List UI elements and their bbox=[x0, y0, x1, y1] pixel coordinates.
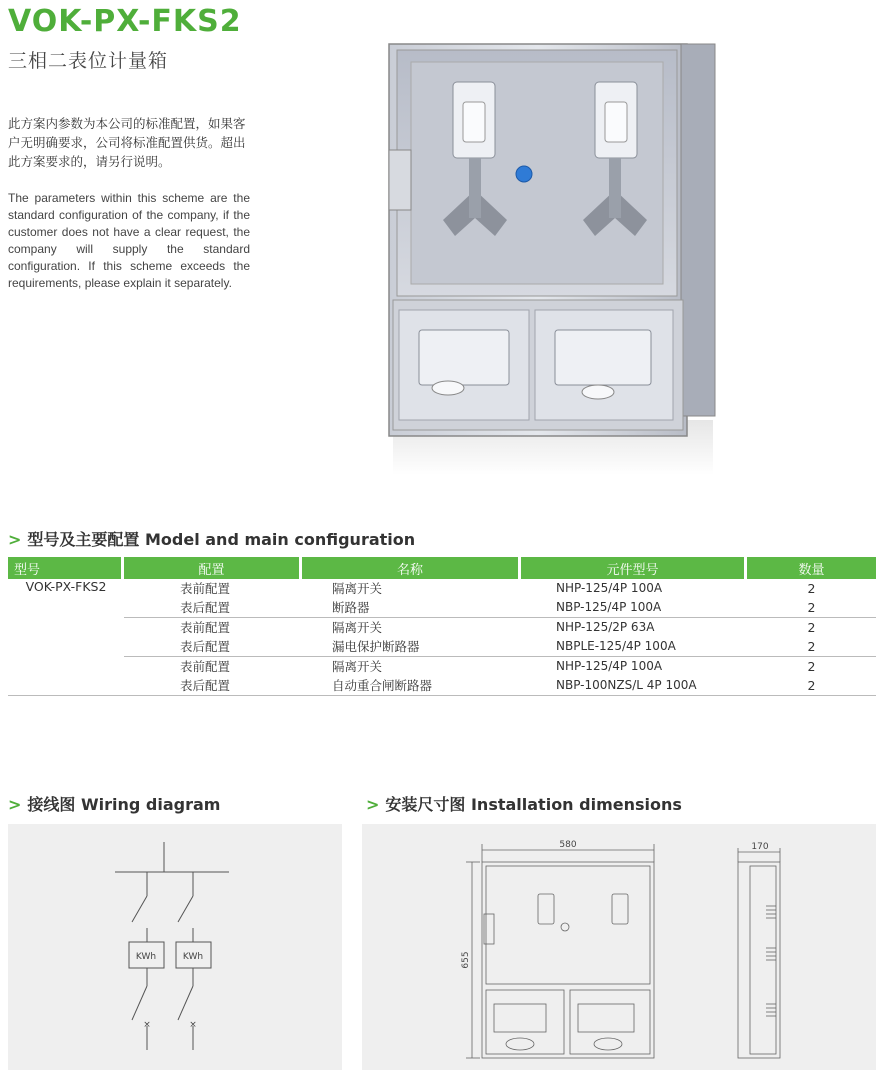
config-heading-arrow-icon: > bbox=[8, 530, 22, 549]
dimensions-heading-arrow-icon: > bbox=[366, 795, 380, 814]
wiring-diagram-panel bbox=[8, 824, 342, 1070]
col-header-part: 元件型号 bbox=[521, 557, 747, 579]
wiring-heading-arrow-icon: > bbox=[8, 795, 22, 814]
config-table bbox=[8, 557, 876, 696]
qty-value: 2 bbox=[807, 620, 816, 635]
description-chinese: 此方案内参数为本公司的标准配置，如果客户无明确要求，公司将标准配置供货。超出此方案要求的，请另行说明。 bbox=[8, 116, 246, 169]
wiring-diagram bbox=[8, 824, 342, 1070]
qty-value: 2 bbox=[807, 581, 816, 596]
config-value: 表前配置 bbox=[180, 659, 231, 674]
wiring-section-heading bbox=[8, 792, 220, 815]
name-value: 隔离开关 bbox=[332, 659, 383, 674]
meter-label: KWh bbox=[182, 952, 204, 962]
qty-value: 2 bbox=[807, 600, 816, 615]
name-value: 漏电保护断路器 bbox=[332, 639, 420, 654]
dimensions-section-heading bbox=[366, 792, 682, 815]
config-section-heading bbox=[8, 527, 415, 550]
table-row bbox=[8, 657, 876, 696]
product-subtitle: 三相二表位计量箱 bbox=[8, 50, 169, 72]
product-photo bbox=[383, 40, 723, 480]
name-value: 隔离开关 bbox=[332, 581, 383, 596]
config-heading-text: 型号及主要配置 Model and main configuration bbox=[27, 530, 416, 549]
col-header-model: 型号 bbox=[8, 557, 124, 579]
table-row bbox=[8, 618, 876, 657]
table-row bbox=[8, 579, 876, 618]
wiring-heading-text: 接线图 Wiring diagram bbox=[27, 795, 221, 814]
height-dimension-label: 655 bbox=[461, 951, 471, 969]
dimensions-heading-text: 安装尺寸图 Installation dimensions bbox=[385, 795, 682, 814]
product-title: VOK-PX-FKS2 bbox=[8, 4, 242, 39]
config-value: 表后配置 bbox=[180, 639, 231, 654]
model-cell: VOK-PX-FKS2 bbox=[8, 579, 124, 696]
part-value: NHP-125/2P 63A bbox=[556, 620, 655, 634]
name-value: 自动重合闸断路器 bbox=[332, 678, 433, 693]
config-value: 表后配置 bbox=[180, 600, 231, 615]
col-header-config: 配置 bbox=[124, 557, 302, 579]
name-value: 断路器 bbox=[332, 600, 370, 615]
col-header-qty: 数量 bbox=[747, 557, 876, 579]
name-value: 隔离开关 bbox=[332, 620, 383, 635]
part-value: NHP-125/4P 100A bbox=[556, 581, 663, 595]
terminal-mark: × bbox=[189, 1020, 197, 1030]
depth-dimension-label: 170 bbox=[751, 842, 769, 852]
dimensions-drawing bbox=[362, 824, 876, 1070]
qty-value: 2 bbox=[807, 659, 816, 674]
config-value: 表前配置 bbox=[180, 620, 231, 635]
qty-value: 2 bbox=[807, 639, 816, 654]
config-value: 表前配置 bbox=[180, 581, 231, 596]
description-english: The parameters within this scheme are the standard configuration of the company, if the customer does not have a clear request, the company will supply the standard configuration. If this scheme exceeds the requirements, please explain it separately. bbox=[8, 191, 250, 290]
part-value: NBP-100NZS/L 4P 100A bbox=[556, 678, 697, 692]
part-value: NBPLE-125/4P 100A bbox=[556, 639, 676, 653]
part-value: NBP-125/4P 100A bbox=[556, 600, 662, 614]
width-dimension-label: 580 bbox=[559, 840, 577, 850]
dimensions-panel bbox=[362, 824, 876, 1070]
meter-label: KWh bbox=[135, 952, 157, 962]
col-header-name: 名称 bbox=[302, 557, 521, 579]
config-value: 表后配置 bbox=[180, 678, 231, 693]
qty-value: 2 bbox=[807, 678, 816, 693]
part-value: NHP-125/4P 100A bbox=[556, 659, 663, 673]
terminal-mark: × bbox=[143, 1020, 151, 1030]
